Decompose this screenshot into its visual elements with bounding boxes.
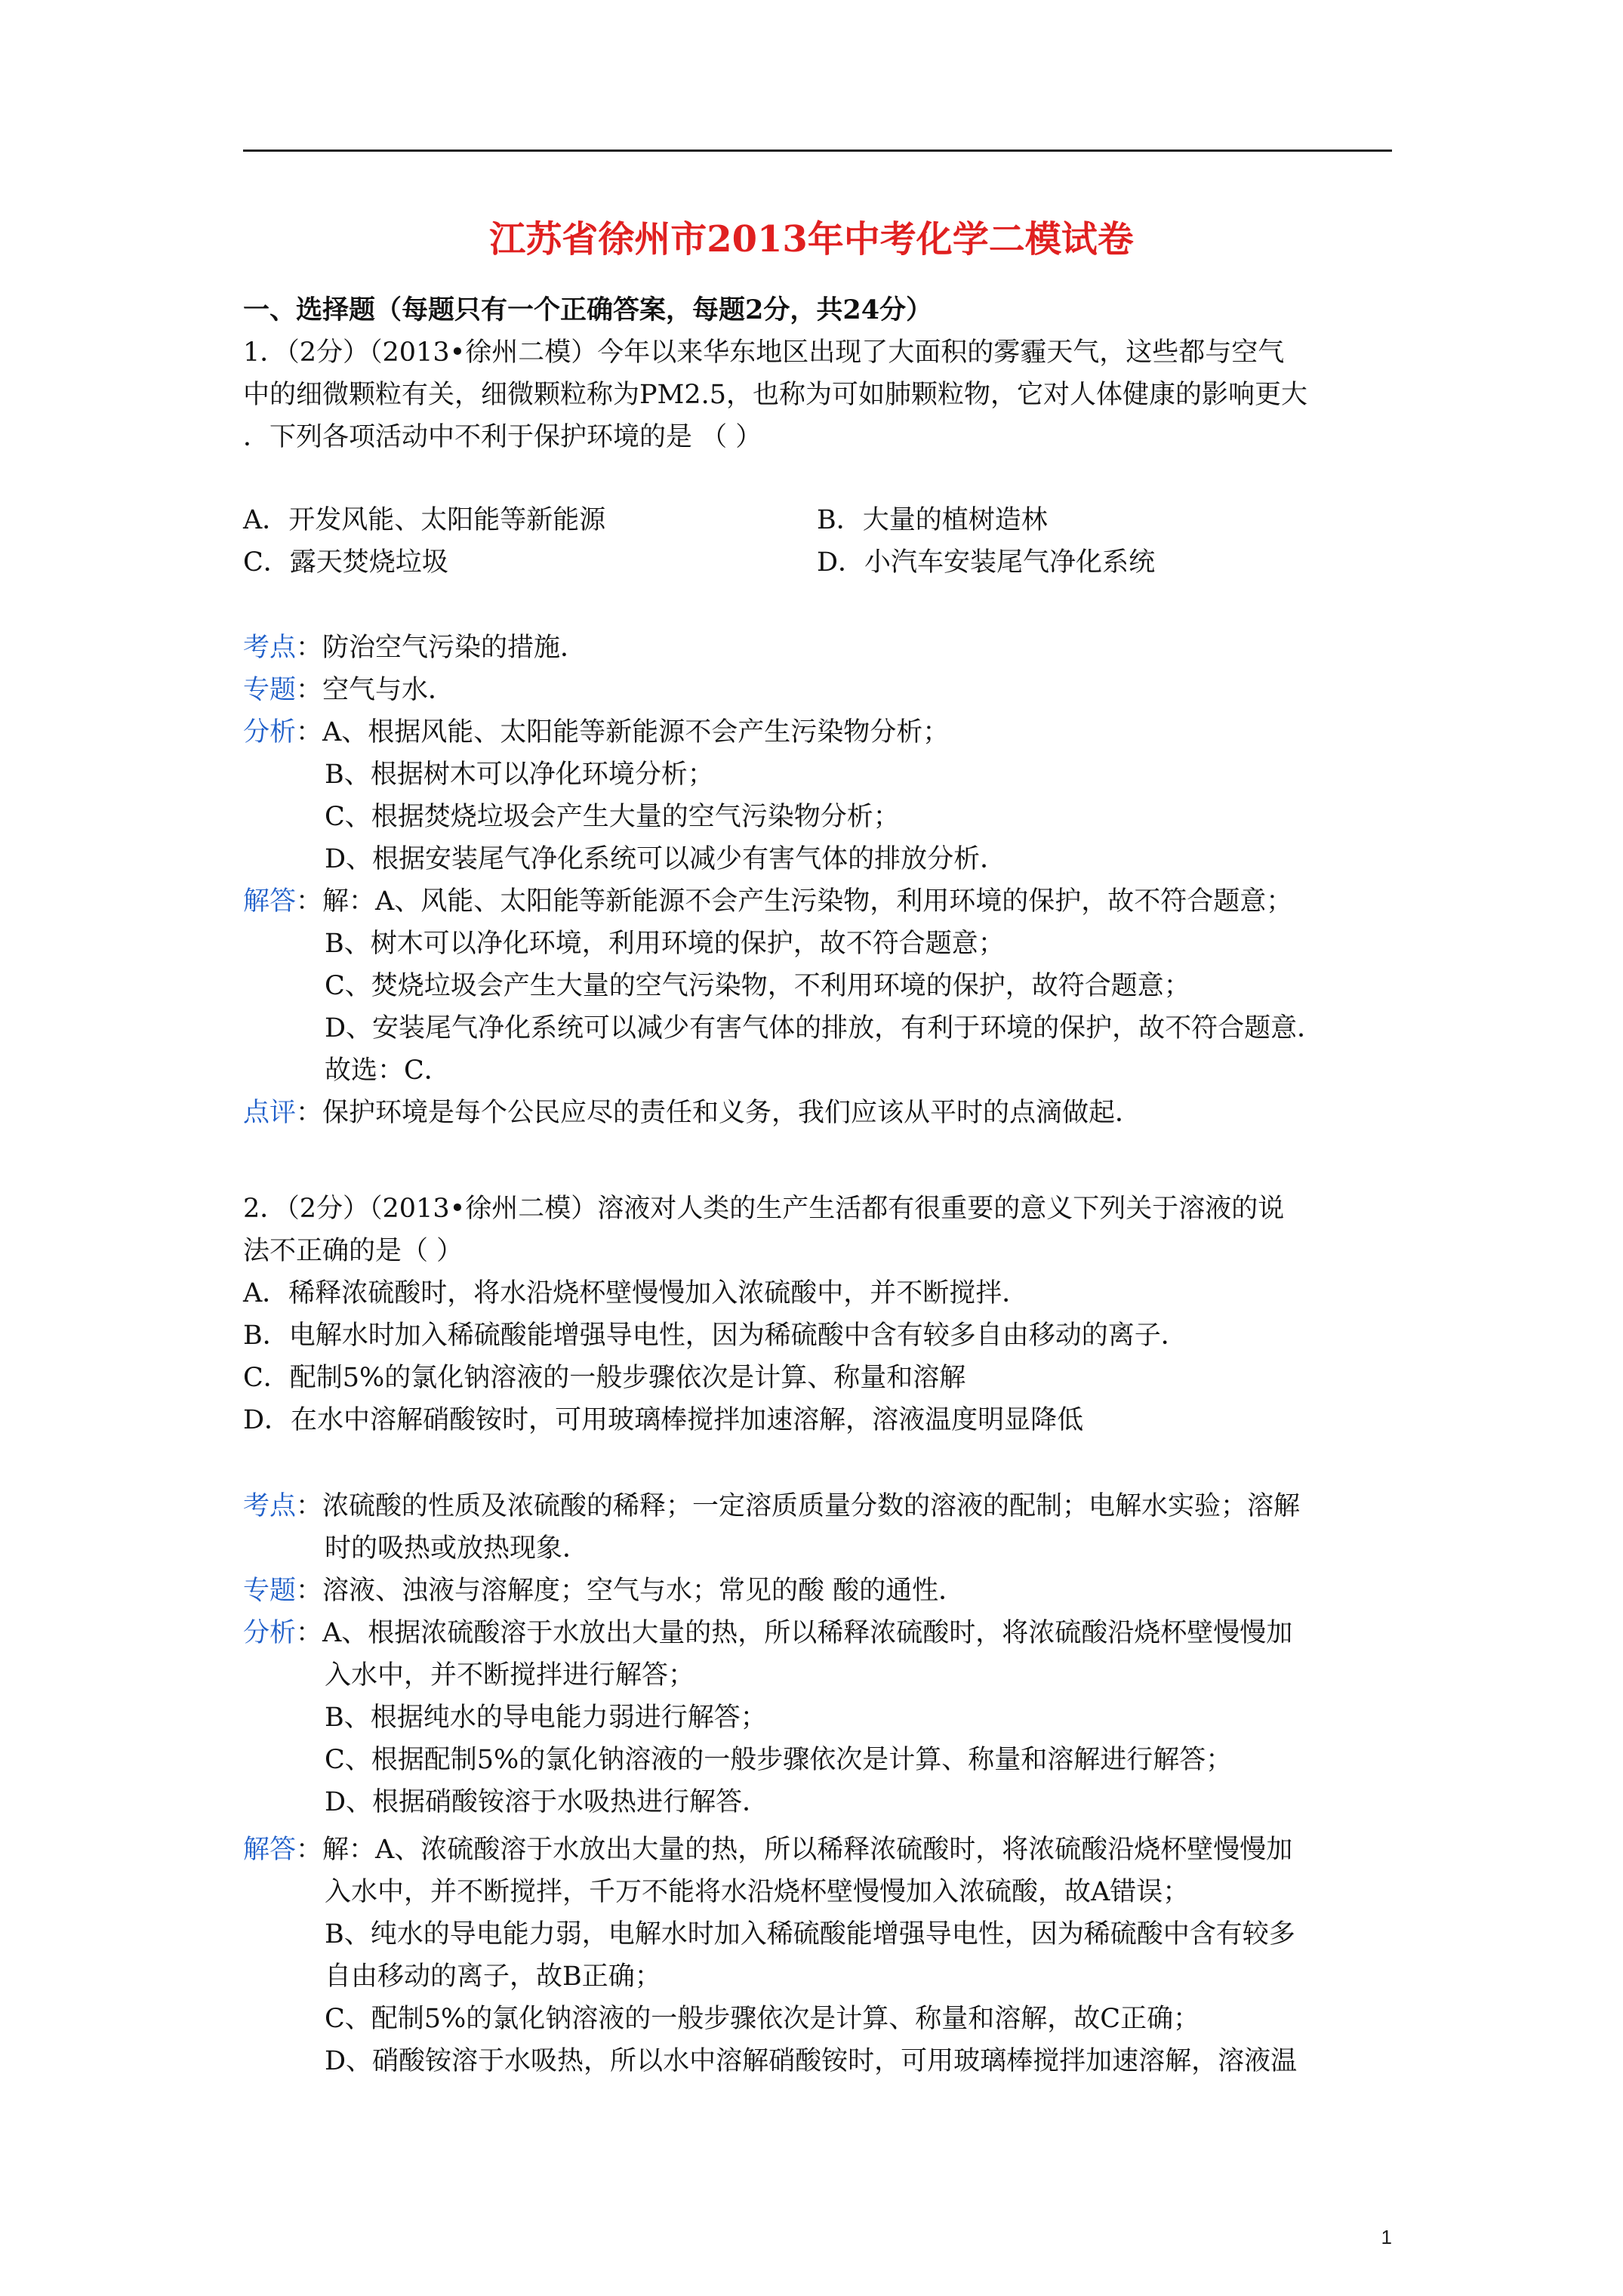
jieda-line: B、树木可以净化环境，利用环境的保护，故不符合题意； bbox=[325, 929, 1005, 959]
jieda-line: B、纯水的导电能力弱，电解水时加入稀硫酸能增强导电性，因为稀硫酸中含有较多 bbox=[325, 1919, 1295, 1949]
zhuanti-text: ：溶液、浊液与溶解度；空气与水；常见的酸 酸的通性． bbox=[296, 1576, 965, 1606]
fenxi-line bbox=[243, 711, 949, 754]
kaodian-line bbox=[243, 1485, 1300, 1527]
zhuanti-label: 专题 bbox=[243, 675, 297, 705]
fenxi-label: 分析 bbox=[243, 717, 297, 747]
jieda-line: 入水中，并不断搅拌，千万不能将水沿烧杯壁慢慢加入浓硫酸，故A错误； bbox=[325, 1877, 1190, 1907]
question-stem-line: 中的细微颗粒有关，细微颗粒称为PM2.5，也称为可如肺颗粒物，它对人体健康的影响更大 bbox=[243, 380, 1308, 410]
fenxi-line: 入水中，并不断搅拌进行解答； bbox=[325, 1660, 695, 1690]
jieda-line: C、配制5%的氯化钠溶液的一般步骤依次是计算、称量和溶解，故C正确； bbox=[325, 2004, 1200, 2034]
jieda-line: 故选：C． bbox=[325, 1056, 451, 1086]
option-a: A．开发风能、太阳能等新能源 bbox=[243, 505, 606, 535]
option-d: D．在水中溶解硝酸铵时，可用玻璃棒搅拌加速溶解，溶液温度明显降低 bbox=[243, 1405, 1084, 1435]
fenxi-line bbox=[243, 1612, 1292, 1654]
section-heading: 一、选择题（每题只有一个正确答案，每题2分，共24分） bbox=[243, 294, 933, 325]
fenxi-label: 分析 bbox=[243, 1618, 297, 1648]
zhuanti-text: ：空气与水． bbox=[296, 675, 455, 705]
kaodian-line: 时的吸热或放热现象． bbox=[325, 1533, 590, 1564]
jieda-label: 解答 bbox=[243, 886, 297, 917]
zhuanti-label: 专题 bbox=[243, 1576, 297, 1606]
jieda-text: ：解：A、浓硫酸溶于水放出大量的热，所以稀释浓硫酸时，将浓硫酸沿烧杯壁慢慢加 bbox=[296, 1835, 1293, 1865]
fenxi-line: C、根据焚烧垃圾会产生大量的空气污染物分析； bbox=[325, 802, 900, 832]
option-c: C．配制5%的氯化钠溶液的一般步骤依次是计算、称量和溶解 bbox=[243, 1363, 966, 1393]
zhuanti-line bbox=[243, 1570, 965, 1612]
question-stem-line: 1．（2分）（2013•徐州二模）今年以来华东地区出现了大面积的雾霾天气，这些都与空气 bbox=[243, 337, 1285, 368]
zhuanti-line bbox=[243, 669, 454, 711]
question-stem-line: 2．（2分）（2013•徐州二模）溶液对人类的生产生活都有很重要的意义下列关于溶液的说 bbox=[243, 1194, 1285, 1224]
fenxi-line: D、根据硝酸铵溶于水吸热进行解答． bbox=[325, 1787, 769, 1817]
jieda-label: 解答 bbox=[243, 1835, 297, 1865]
page-number: 1 bbox=[1381, 2226, 1392, 2248]
jieda-text: ：解：A、风能、太阳能等新能源不会产生污染物，利用环境的保护，故不符合题意； bbox=[296, 886, 1293, 917]
question-stem-line: ．下列各项活动中不利于保护环境的是 （ ） bbox=[243, 422, 762, 452]
jieda-line bbox=[243, 880, 1292, 923]
jieda-line: C、焚烧垃圾会产生大量的空气污染物，不利用环境的保护，故符合题意； bbox=[325, 971, 1190, 1001]
kaodian-text: ：浓硫酸的性质及浓硫酸的稀释；一定溶质质量分数的溶液的配制；电解水实验；溶解 bbox=[296, 1491, 1301, 1521]
option-b: B．大量的植树造林 bbox=[817, 505, 1048, 535]
kaodian-line bbox=[243, 627, 587, 669]
option-d: D．小汽车安装尾气净化系统 bbox=[817, 547, 1156, 578]
jieda-line: 自由移动的离子，故B正确； bbox=[325, 1962, 661, 1992]
dianping-text: ：保护环境是每个公民应尽的责任和义务，我们应该从平时的点滴做起． bbox=[296, 1098, 1142, 1128]
kaodian-text: ：防治空气污染的措施． bbox=[296, 633, 587, 663]
dianping-line bbox=[243, 1092, 1141, 1134]
header-rule bbox=[243, 149, 1392, 152]
option-b: B．电解水时加入稀硫酸能增强导电性，因为稀硫酸中含有较多自由移动的离子． bbox=[243, 1321, 1187, 1351]
option-a: A．稀释浓硫酸时，将水沿烧杯壁慢慢加入浓硫酸中，并不断搅拌． bbox=[243, 1278, 1029, 1308]
kaodian-label: 考点 bbox=[243, 1491, 297, 1521]
jieda-line: D、硝酸铵溶于水吸热，所以水中溶解硝酸铵时，可用玻璃棒搅拌加速溶解，溶液温 bbox=[325, 2046, 1298, 2076]
fenxi-line: B、根据树木可以净化环境分析； bbox=[325, 760, 714, 790]
question-stem-line: 法不正确的是（ ） bbox=[243, 1236, 463, 1266]
fenxi-text: ：A、根据浓硫酸溶于水放出大量的热，所以稀释浓硫酸时，将浓硫酸沿烧杯壁慢慢加 bbox=[296, 1618, 1293, 1648]
dianping-label: 点评 bbox=[243, 1098, 297, 1128]
fenxi-text: ：A、根据风能、太阳能等新能源不会产生污染物分析； bbox=[296, 717, 950, 747]
page-title: 江苏省徐州市2013年中考化学二模试卷 bbox=[489, 218, 1134, 260]
jieda-line: D、安装尾气净化系统可以减少有害气体的排放，有利于环境的保护，故不符合题意． bbox=[325, 1013, 1324, 1043]
option-c: C．露天焚烧垃圾 bbox=[243, 547, 448, 578]
fenxi-line: C、根据配制5%的氯化钠溶液的一般步骤依次是计算、称量和溶解进行解答； bbox=[325, 1745, 1233, 1775]
kaodian-label: 考点 bbox=[243, 633, 297, 663]
fenxi-line: D、根据安装尾气净化系统可以减少有害气体的排放分析． bbox=[325, 844, 1007, 874]
fenxi-line: B、根据纯水的导电能力弱进行解答； bbox=[325, 1703, 767, 1733]
jieda-line bbox=[243, 1829, 1292, 1871]
